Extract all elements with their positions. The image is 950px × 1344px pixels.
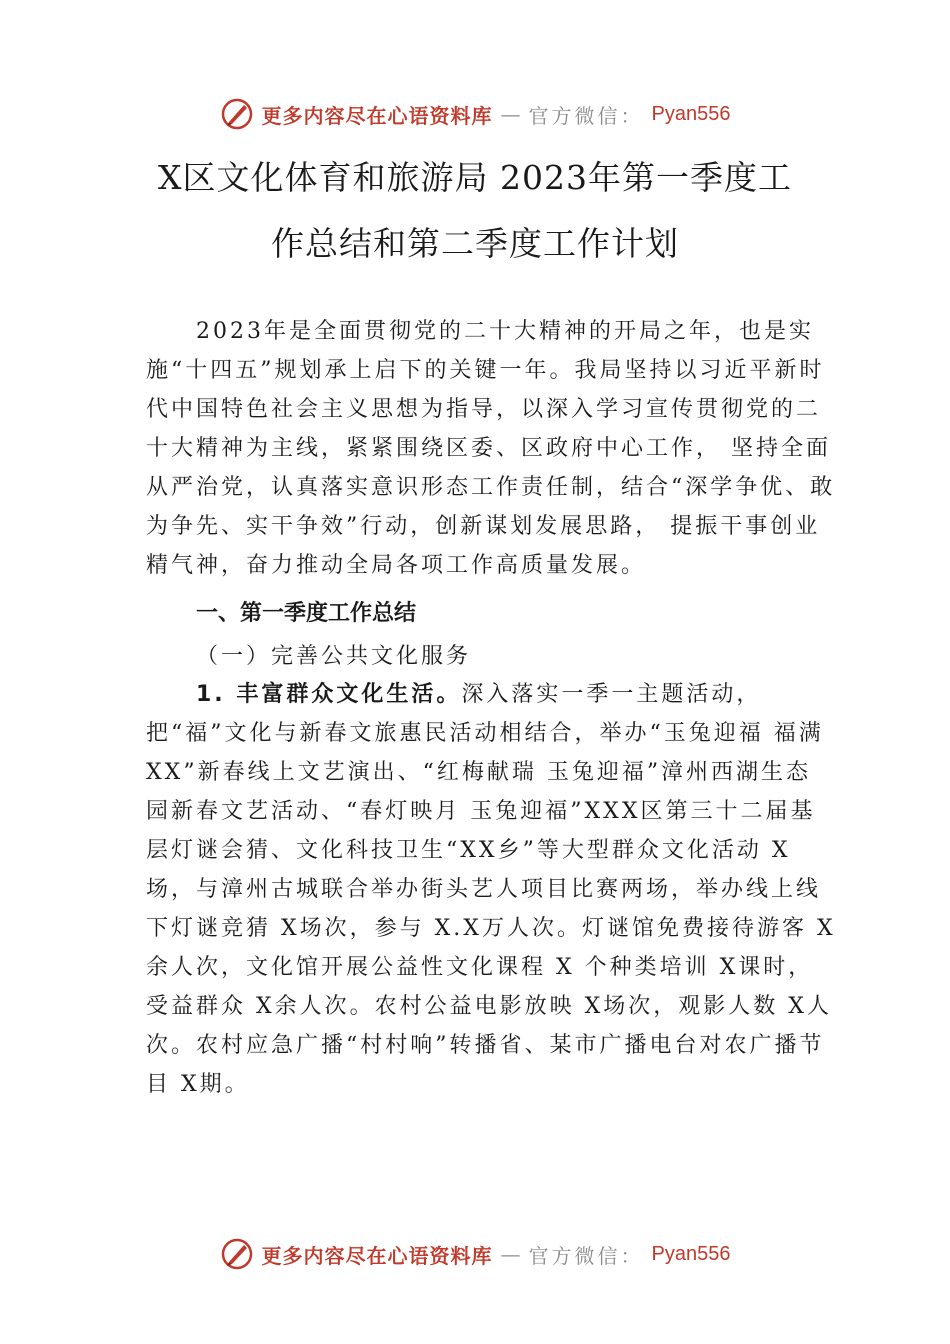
document-title-line2: 作总结和第二季度工作计划 — [271, 224, 679, 263]
banner-label: 官方微信： — [528, 1243, 644, 1268]
banner-wechat-id: Pyan556 — [651, 102, 731, 125]
bottom-banner — [0, 1232, 950, 1276]
banner-brand: 更多内容尽在心语资料库 — [261, 103, 493, 128]
banner-brand: 更多内容尽在心语资料库 — [261, 1243, 493, 1268]
banner-label: 官方微信： — [528, 103, 644, 128]
section-heading: 一、第一季度工作总结 — [196, 601, 417, 626]
intro-text: 2023年是全面贯彻党的二十大精神的开局之年，也是实施“十四五”规划承上启下的关键一年。我局坚持以习近平新时代中国特色社会主义思想为指导，以深入学习宣传贯彻党的二十大精神为主线，紧紧围绕区委、区政府中心工作， 坚持全面从严治党，认真落实意识形态工作责任制，结合“深学争优、敢为争先、实干争效”行动，创新谋划发展思路， 提振干事创业精气神，奋力推动全局各项工作高质量发展。 — [146, 319, 836, 578]
banner-separator: — — [500, 102, 521, 126]
pen-seal-icon — [220, 97, 254, 131]
item1-lead: 1. 丰富群众文化生活。 — [196, 682, 462, 707]
subsection-heading: （一）完善公共文化服务 — [196, 644, 472, 669]
document-title-line1: X区文化体育和旅游局 2023年第一季度工 — [158, 158, 792, 197]
banner-separator: — — [500, 1242, 521, 1266]
top-banner — [0, 92, 950, 136]
item1-body: 深入落实一季一主题活动，把“福”文化与新春文旅惠民活动相结合，举办“玉兔迎福 福满 XX”新春线上文艺演出、“红梅献瑞 玉兔迎福”漳州西湖生态园新春文艺活动、“春灯映月 玉兔迎福”XXX区第三十二届基层灯谜会猜、文化科技卫生“XX乡”等大型群众文化活动 X 场，与漳州古城联合举办街头艺人项目比赛两场，举办线上线下灯谜竞猜 X场次，参与 X.X万人次。灯谜馆免费接待游客 X 余人次，文化馆开展公益性文化课程 X 个种类培训 X课时，受益群众 X余人次。农村公益电影放映 X场次，观影人数 X人次。农村应急广播“村村响”转播省、某市广播电台对农广播节目 X期。 — [146, 682, 836, 1097]
pen-seal-icon — [220, 1237, 254, 1271]
banner-wechat-id: Pyan556 — [651, 1242, 731, 1265]
item1-paragraph — [146, 675, 836, 1104]
intro-paragraph — [146, 312, 836, 585]
